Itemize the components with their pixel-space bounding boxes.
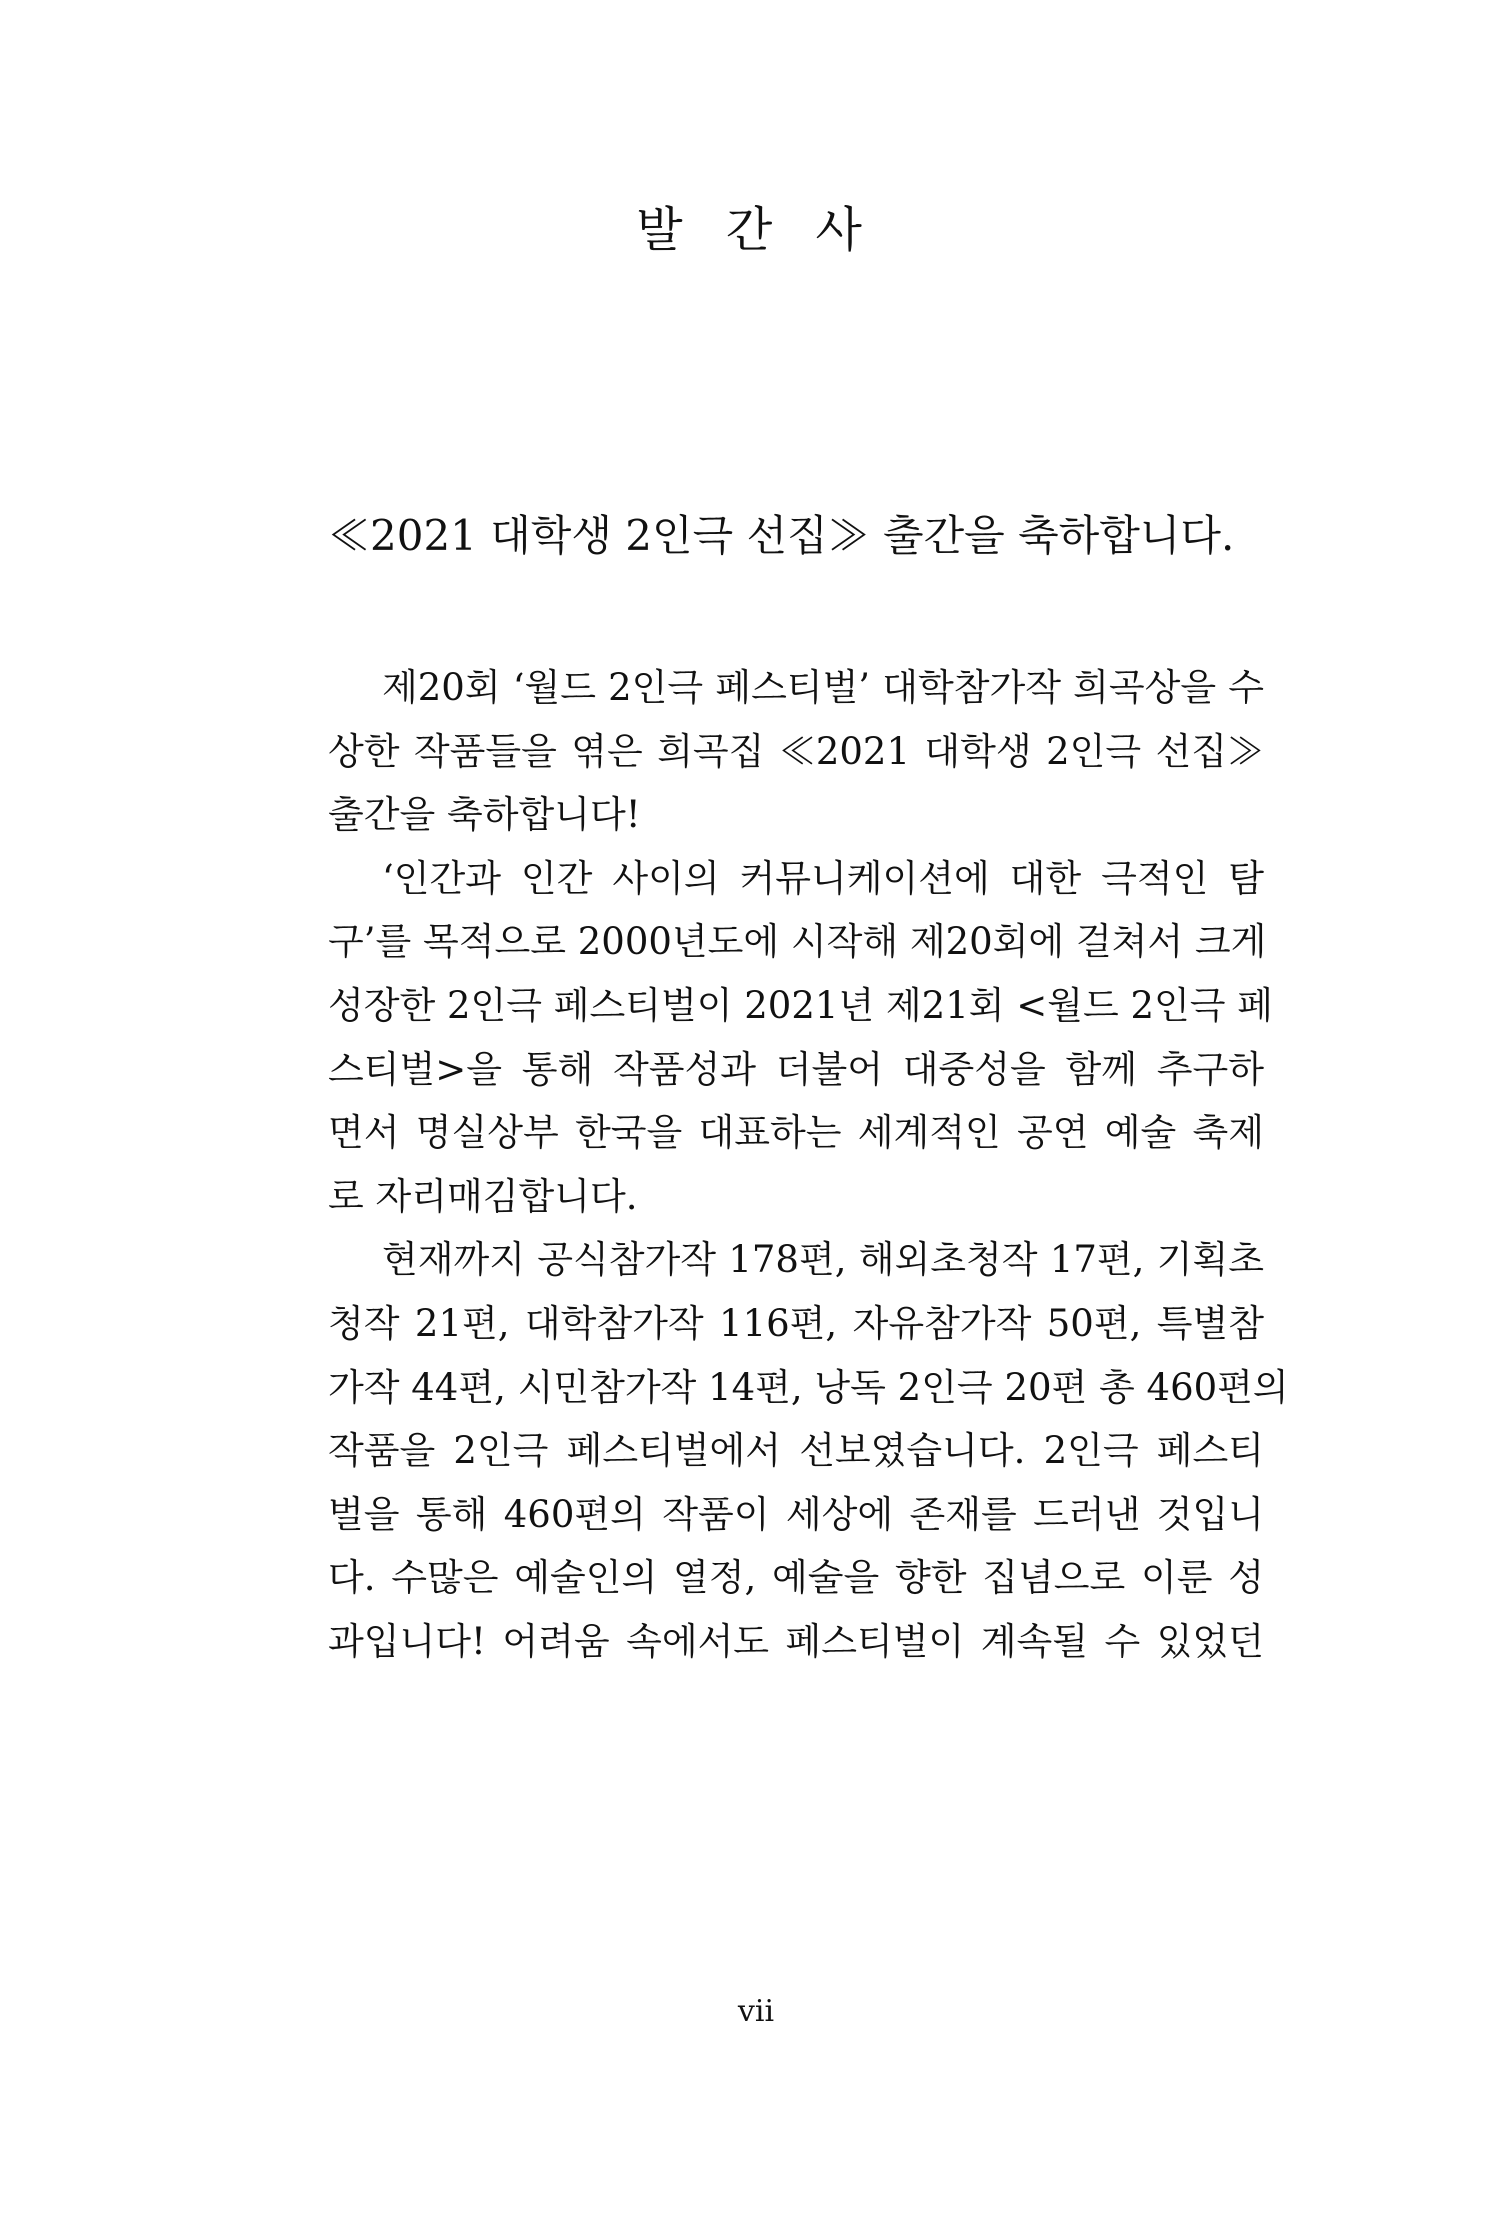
text-line: 다. 수많은 예술인의 열정, 예술을 향한 집념으로 이룬 성 (328, 1556, 1264, 1600)
paragraph-2 (328, 847, 1274, 1229)
paragraph-3 (328, 1228, 1289, 1673)
text-line: 출간을 축하합니다! (328, 793, 641, 837)
text-line: 과입니다! 어려움 속에서도 페스티벌이 계속될 수 있었던 (328, 1619, 1264, 1663)
body-text (328, 656, 1289, 1674)
text-line: 벌을 통해 460편의 작품이 세상에 존재를 드러낸 것입니 (328, 1492, 1264, 1536)
text-line: 청작 21편, 대학참가작 116편, 자유참가작 50편, 특별참 (328, 1301, 1264, 1345)
text-line: 성장한 2인극 페스티벌이 2021년 제21회 <월드 2인극 페 (328, 983, 1274, 1027)
paragraph-1 (328, 656, 1264, 847)
text-line: 구’를 목적으로 2000년도에 시작해 제20회에 걸쳐서 크게 (328, 920, 1267, 964)
page-number: vii (737, 1994, 775, 2029)
section-heading: ≪2021 대학생 2인극 선집≫ 출간을 축하합니다. (328, 511, 1235, 560)
text-line: 스티벌>을 통해 작품성과 더불어 대중성을 함께 추구하 (328, 1047, 1264, 1091)
text-line: 현재까지 공식참가작 178편, 해외초청작 17편, 기획초 (382, 1238, 1264, 1282)
page-title: 발 간 사 (636, 202, 876, 258)
text-line: ‘인간과 인간 사이의 커뮤니케이션에 대한 극적인 탐 (382, 856, 1264, 900)
text-line: 면서 명실상부 한국을 대표하는 세계적인 공연 예술 축제 (328, 1111, 1264, 1155)
text-line: 로 자리매김합니다. (328, 1174, 638, 1218)
text-line: 제20회 ‘월드 2인극 페스티벌’ 대학참가작 희곡상을 수 (382, 666, 1264, 709)
text-line: 상한 작품들을 엮은 희곡집 ≪2021 대학생 2인극 선집≫ (328, 729, 1264, 773)
text-line: 작품을 2인극 페스티벌에서 선보였습니다. 2인극 페스티 (328, 1429, 1264, 1473)
text-line: 가작 44편, 시민참가작 14편, 낭독 2인극 20편 총 460편의 (328, 1365, 1289, 1409)
